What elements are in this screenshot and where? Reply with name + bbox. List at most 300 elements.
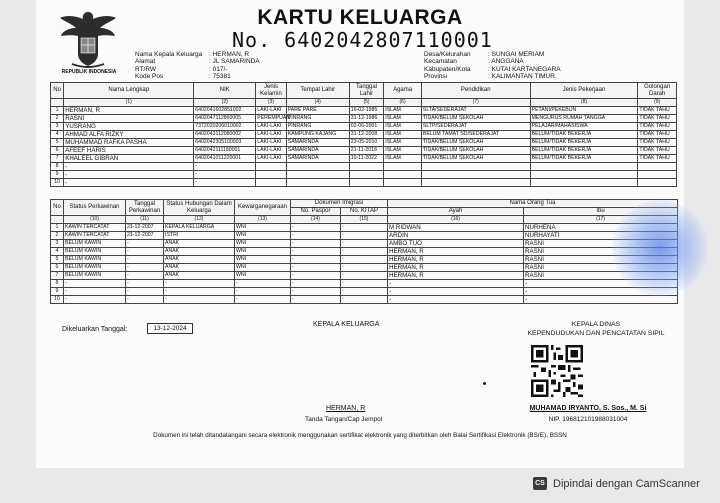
table-cell: - bbox=[341, 271, 388, 279]
table-cell: KAWIN TERCATAT bbox=[64, 223, 126, 231]
table-cell: 3 bbox=[51, 122, 64, 130]
table-row bbox=[51, 247, 678, 255]
table-cell: ANAK bbox=[164, 263, 235, 271]
table-cell: 6 bbox=[51, 263, 64, 271]
table-cell bbox=[638, 162, 677, 170]
table-cell: TIDAK TAHU bbox=[638, 106, 677, 114]
table-cell: - bbox=[341, 247, 388, 255]
table-cell: TIDAK TAHU bbox=[638, 154, 677, 162]
table-cell: - bbox=[164, 295, 235, 303]
table-cell: - bbox=[341, 239, 388, 247]
col-number: (10) bbox=[64, 216, 126, 224]
col-number: (15) bbox=[341, 216, 388, 224]
col-header: Kewarganegaraan bbox=[235, 200, 291, 216]
header-label: Alamat bbox=[135, 58, 156, 66]
col-number bbox=[51, 216, 64, 224]
table-cell: 6402047112860005 bbox=[194, 114, 256, 122]
table-cell: RASNI bbox=[64, 114, 194, 122]
table-row bbox=[51, 106, 677, 114]
table-cell: WNI bbox=[235, 255, 291, 263]
table-cell: - bbox=[291, 231, 341, 239]
table-cell: 1 bbox=[51, 223, 64, 231]
header-row bbox=[135, 73, 260, 80]
col-number: (1) bbox=[64, 99, 194, 107]
table-row bbox=[51, 138, 677, 146]
col-number: (11) bbox=[126, 216, 164, 224]
table-cell: ARDIN bbox=[388, 231, 524, 239]
table-cell: 16-02-1985 bbox=[349, 106, 384, 114]
table-cell: HERMAN, R bbox=[388, 255, 524, 263]
header-value: : JL SAMARINDA bbox=[209, 58, 260, 66]
table-cell: PINRANG bbox=[286, 122, 349, 130]
table-cell: BELUM/TIDAK BEKERJA bbox=[530, 146, 638, 154]
document-title: KARTU KELUARGA bbox=[257, 6, 463, 29]
table-cell: KAMPUNG KAJANG bbox=[286, 130, 349, 138]
table-row bbox=[51, 231, 678, 239]
table-cell: - bbox=[291, 271, 341, 279]
document-number: No. 6402042807110001 bbox=[232, 28, 493, 52]
table-cell: WNI bbox=[235, 271, 291, 279]
table-cell: - bbox=[194, 162, 256, 170]
col-number: (5) bbox=[349, 99, 384, 107]
table-cell: 4 bbox=[51, 247, 64, 255]
table-cell: RASNI bbox=[524, 263, 678, 271]
department-name: KEPENDUDUKAN DAN PENCATATAN SIPIL bbox=[527, 330, 665, 337]
table-cell: - bbox=[524, 287, 678, 295]
table-cell bbox=[421, 162, 530, 170]
table-cell: 10-11-2022 bbox=[349, 154, 384, 162]
table-cell: BELUM/TIDAK BEKERJA bbox=[530, 154, 638, 162]
col-number: (2) bbox=[194, 99, 256, 107]
table-cell: 6402042111180001 bbox=[194, 146, 256, 154]
table-cell: - bbox=[341, 295, 388, 303]
table-cell: RASNI bbox=[524, 255, 678, 263]
table-cell bbox=[384, 170, 422, 178]
table-cell bbox=[349, 178, 384, 186]
table-cell: BELUM/TIDAK BEKERJA bbox=[530, 138, 638, 146]
table-row bbox=[51, 271, 678, 279]
header-row bbox=[424, 58, 561, 65]
table-cell: SAMARINDA bbox=[286, 154, 349, 162]
emblem-caption: REPUBLIK INDONESIA bbox=[61, 69, 117, 75]
table-cell: NURHENA bbox=[524, 223, 678, 231]
table-row bbox=[51, 130, 677, 138]
col-header: NIK bbox=[194, 83, 256, 99]
table-cell: PETANI/PEKEBUN bbox=[530, 106, 638, 114]
table-cell: ISLAM bbox=[384, 138, 422, 146]
table-cell: 7 bbox=[51, 271, 64, 279]
table-cell: 2 bbox=[51, 231, 64, 239]
table-cell: - bbox=[291, 223, 341, 231]
table-header-row bbox=[51, 200, 678, 208]
col-header: No. KITAP bbox=[341, 208, 388, 216]
table-cell: - bbox=[341, 255, 388, 263]
official-nip: NIP. 196812101988031004 bbox=[548, 416, 628, 423]
header-value: : KUTAI KARTANEGARA bbox=[488, 65, 561, 73]
col-header: Golongan Darah bbox=[638, 83, 677, 99]
table-cell bbox=[638, 178, 677, 186]
table-row bbox=[51, 287, 678, 295]
family-members-table bbox=[50, 82, 677, 187]
table-cell: TIDAK TAHU bbox=[638, 122, 677, 130]
header-value: : 75381 bbox=[209, 72, 231, 80]
table-cell: - bbox=[164, 287, 235, 295]
table-cell: ANAK bbox=[164, 239, 235, 247]
touch-indicator bbox=[612, 200, 708, 296]
col-number: (8) bbox=[530, 99, 638, 107]
table-cell: 6402042305100003 bbox=[194, 138, 256, 146]
table-cell: - bbox=[126, 247, 164, 255]
table-cell: PELAJAR/MAHASISWA bbox=[530, 122, 638, 130]
header-label: Kabupaten/Kota bbox=[424, 65, 471, 73]
issued-date-label: Dikeluarkan Tanggal: bbox=[62, 326, 128, 333]
table-row bbox=[51, 114, 677, 122]
table-cell bbox=[384, 178, 422, 186]
table-cell: ISLAM bbox=[384, 146, 422, 154]
table-cell: 6402043112080002 bbox=[194, 130, 256, 138]
table-cell: 8 bbox=[51, 162, 64, 170]
table-cell: - bbox=[524, 279, 678, 287]
qr-code-icon bbox=[531, 345, 583, 397]
table-cell: 3 bbox=[51, 239, 64, 247]
header-row bbox=[424, 66, 561, 73]
table-cell: MUHAMMAD RAFKA PASHA bbox=[64, 138, 194, 146]
department-block bbox=[506, 320, 686, 338]
table-cell: ANAK bbox=[164, 255, 235, 263]
table-cell bbox=[421, 170, 530, 178]
table-cell: LAKI-LAKI bbox=[256, 106, 286, 114]
table-cell: - bbox=[341, 279, 388, 287]
col-header: No. Paspor bbox=[291, 208, 341, 216]
table-row bbox=[51, 295, 678, 303]
table-cell: - bbox=[291, 263, 341, 271]
table-cell: WNI bbox=[235, 239, 291, 247]
table-cell: TIDAK TAHU bbox=[638, 138, 677, 146]
camscanner-text: Dipindai dengan CamScanner bbox=[553, 477, 700, 490]
official-name: MUHAMAD IRYANTO, S. Sos., M. Si bbox=[529, 405, 647, 412]
table-cell: M RIDWAN bbox=[388, 223, 524, 231]
header-value: : ANGGANA bbox=[488, 58, 524, 66]
col-header: Status Hubungan Dalam Keluarga bbox=[164, 200, 235, 216]
table-cell: - bbox=[126, 239, 164, 247]
table-cell: 6402041602851002 bbox=[194, 106, 256, 114]
col-number: (4) bbox=[286, 99, 349, 107]
table-cell: - bbox=[291, 239, 341, 247]
table-cell: 8 bbox=[51, 279, 64, 287]
table-cell: TIDAK TAHU bbox=[638, 130, 677, 138]
table-cell: - bbox=[388, 295, 524, 303]
table-cell bbox=[530, 162, 638, 170]
table-cell: ISLAM bbox=[384, 106, 422, 114]
table-cell: - bbox=[291, 279, 341, 287]
table-cell bbox=[256, 170, 286, 178]
header-label: Kecamatan bbox=[424, 58, 457, 66]
header-row bbox=[135, 58, 260, 65]
col-number: (16) bbox=[388, 216, 524, 224]
table-cell: TIDAK/BELUM SEKOLAH bbox=[421, 154, 530, 162]
table-cell: SLTP/SEDERAJAT bbox=[421, 122, 530, 130]
table-cell: - bbox=[388, 287, 524, 295]
table-cell bbox=[349, 162, 384, 170]
table-row bbox=[51, 178, 677, 186]
header-value: : HERMAN, R bbox=[209, 51, 250, 58]
table-cell: - bbox=[341, 231, 388, 239]
table-cell bbox=[384, 162, 422, 170]
table-cell: YUSRANG bbox=[64, 122, 194, 130]
table-cell: - bbox=[235, 295, 291, 303]
table-cell: BELUM KAWIN bbox=[64, 271, 126, 279]
table-cell: SLTA/SEDERAJAT bbox=[421, 106, 530, 114]
table-cell: 9 bbox=[51, 170, 64, 178]
family-card-scan bbox=[36, 0, 684, 468]
table-cell: SAMARINDA bbox=[286, 146, 349, 154]
column-number-row bbox=[51, 216, 678, 224]
header-label: Kode Pos bbox=[135, 72, 164, 80]
table-cell: BELUM KAWIN bbox=[64, 239, 126, 247]
header-value: : SUNGAI MERIAM bbox=[488, 51, 545, 58]
table-cell: HERMAN, R bbox=[388, 271, 524, 279]
issued-date-value: 13-12-2024 bbox=[147, 323, 193, 334]
camscanner-watermark bbox=[533, 477, 700, 490]
table-cell bbox=[349, 170, 384, 178]
table-cell: - bbox=[126, 287, 164, 295]
table-cell: 6402041011220001 bbox=[194, 154, 256, 162]
table-cell: 31-12-2008 bbox=[349, 130, 384, 138]
table-cell: TIDAK TAHU bbox=[638, 114, 677, 122]
table-cell: - bbox=[126, 255, 164, 263]
table-cell: - bbox=[291, 287, 341, 295]
table-cell: 7 bbox=[51, 154, 64, 162]
col-header: Nama Orang Tua bbox=[388, 200, 678, 208]
table-cell: - bbox=[235, 279, 291, 287]
table-cell: 5 bbox=[51, 255, 64, 263]
table-row bbox=[51, 122, 677, 130]
table-cell: - bbox=[194, 170, 256, 178]
col-header: Tanggal Perkawinan bbox=[126, 200, 164, 216]
table-cell: RASNI bbox=[524, 271, 678, 279]
col-header: Jenis Kelamin bbox=[256, 83, 286, 99]
table-cell: LAKI-LAKI bbox=[256, 122, 286, 130]
header-row bbox=[135, 51, 260, 58]
table-cell: 10 bbox=[51, 295, 64, 303]
col-header: Agama bbox=[384, 83, 422, 99]
col-number: (17) bbox=[524, 216, 678, 224]
table-cell: ISLAM bbox=[384, 114, 422, 122]
table-cell: 23-05-2010 bbox=[349, 138, 384, 146]
table-cell: 10 bbox=[51, 178, 64, 186]
table-cell: HERMAN, R bbox=[388, 263, 524, 271]
table-cell: 21-12-2007 bbox=[126, 223, 164, 231]
table-row bbox=[51, 223, 678, 231]
table-cell: 4 bbox=[51, 130, 64, 138]
table-cell: NURHAYATI bbox=[524, 231, 678, 239]
col-number: (6) bbox=[384, 99, 422, 107]
table-cell: ISLAM bbox=[384, 130, 422, 138]
header-row bbox=[424, 51, 561, 58]
table-cell: WNI bbox=[235, 223, 291, 231]
table-cell: AHMAD ALFA RIZKY bbox=[64, 130, 194, 138]
table-cell: BELUM KAWIN bbox=[64, 255, 126, 263]
table-cell: - bbox=[341, 223, 388, 231]
table-cell: ISTRI bbox=[164, 231, 235, 239]
table-row bbox=[51, 255, 678, 263]
header-value: : 017/- bbox=[209, 65, 228, 73]
table-cell: HERMAN, R bbox=[64, 106, 194, 114]
col-number: (7) bbox=[421, 99, 530, 107]
table-cell: WNI bbox=[235, 231, 291, 239]
table-cell: 21-11-2018 bbox=[349, 146, 384, 154]
header-left bbox=[135, 51, 260, 80]
table-cell: PEREMPUAN bbox=[257, 114, 291, 121]
table-cell: - bbox=[194, 178, 256, 186]
table-cell: WNI bbox=[235, 263, 291, 271]
table-cell: TIDAK/BELUM SEKOLAH bbox=[421, 114, 530, 122]
col-number: (12) bbox=[164, 216, 235, 224]
col-number: (3) bbox=[256, 99, 286, 107]
table-cell: RASNI bbox=[524, 247, 678, 255]
table-cell: - bbox=[341, 287, 388, 295]
table-cell: LAKI-LAKI bbox=[256, 138, 286, 146]
header-right bbox=[424, 51, 561, 80]
table-cell: - bbox=[64, 178, 194, 186]
table-cell: - bbox=[126, 295, 164, 303]
table-cell: BELUM KAWIN bbox=[64, 247, 126, 255]
table-cell: 7372020206010002 bbox=[194, 122, 256, 130]
col-header: Status Perkawinan bbox=[64, 200, 126, 216]
table-cell: BELUM/TIDAK BEKERJA bbox=[530, 130, 638, 138]
table-cell: - bbox=[291, 295, 341, 303]
col-header: Jenis Pekerjaan bbox=[530, 83, 638, 99]
table-cell: - bbox=[64, 162, 194, 170]
table-row bbox=[51, 154, 677, 162]
table-cell bbox=[256, 178, 286, 186]
table-cell: TIDAK/BELUM SEKOLAH bbox=[421, 146, 530, 154]
table-cell bbox=[638, 170, 677, 178]
table-cell: 6 bbox=[51, 146, 64, 154]
department-title: KEPALA DINAS bbox=[571, 321, 621, 328]
table-cell: TIDAK/BELUM SEKOLAH bbox=[421, 138, 530, 146]
table-cell: RASNI bbox=[524, 239, 678, 247]
table-cell: KHALEEL GIBRAN bbox=[64, 154, 194, 162]
table-cell: - bbox=[126, 263, 164, 271]
col-header: Ayah bbox=[388, 208, 524, 216]
header-label: Provinsi bbox=[424, 72, 448, 80]
table-cell: - bbox=[235, 287, 291, 295]
table-cell bbox=[530, 178, 638, 186]
table-row bbox=[51, 170, 677, 178]
table-cell: AFEEF HARIS bbox=[64, 146, 194, 154]
table-cell: PARE PARE bbox=[286, 106, 349, 114]
table-cell bbox=[286, 170, 349, 178]
col-header: Tanggal Lahir bbox=[349, 83, 384, 99]
table-cell: PINRANG bbox=[286, 114, 349, 122]
table-cell: 21-12-2007 bbox=[126, 231, 164, 239]
table-cell: 1 bbox=[51, 106, 64, 114]
table-cell: LAKI-LAKI bbox=[256, 154, 286, 162]
column-number-row bbox=[51, 99, 677, 107]
table-cell: 5 bbox=[51, 138, 64, 146]
electronic-signature-note: Dokumen ini telah ditandatangani secara elektronik menggunakan sertifikat elektronik yang diterbitkan oleh Balai Sertifikasi Elektronik (BSrE), BSSN bbox=[153, 432, 567, 439]
table-row bbox=[51, 162, 677, 170]
col-header: No bbox=[51, 200, 64, 216]
col-header: No bbox=[51, 83, 64, 99]
table-cell: - bbox=[164, 279, 235, 287]
table-cell: ANAK bbox=[164, 271, 235, 279]
table-row bbox=[51, 146, 677, 154]
table-cell bbox=[286, 178, 349, 186]
table-cell: - bbox=[64, 170, 194, 178]
table-cell: - bbox=[64, 287, 126, 295]
header-row bbox=[424, 73, 561, 80]
table-cell: 9 bbox=[51, 287, 64, 295]
table-cell: AMBO TUO bbox=[388, 239, 524, 247]
table-row bbox=[51, 263, 678, 271]
table-cell bbox=[530, 170, 638, 178]
col-header: Ibu bbox=[524, 208, 678, 216]
table-cell: - bbox=[64, 279, 126, 287]
table-cell: HERMAN, R bbox=[388, 247, 524, 255]
table-cell: BELUM KAWIN bbox=[64, 263, 126, 271]
table-cell: 02-06-2001 bbox=[349, 122, 384, 130]
table-cell: WNI bbox=[235, 247, 291, 255]
header-label: Nama Kepala Keluarga bbox=[135, 51, 203, 58]
col-header: Pendidikan bbox=[421, 83, 530, 99]
table-header-row bbox=[51, 83, 677, 99]
table-cell: ANAK bbox=[164, 247, 235, 255]
table-cell: KEPALA KELUARGA bbox=[164, 223, 235, 231]
table-cell: TIDAK TAHU bbox=[638, 146, 677, 154]
table-cell: - bbox=[524, 295, 678, 303]
col-number: (14) bbox=[291, 216, 341, 224]
table-cell: - bbox=[64, 295, 126, 303]
table-cell bbox=[286, 162, 349, 170]
table-cell: 2 bbox=[51, 114, 64, 122]
table-cell bbox=[256, 162, 286, 170]
table-cell: - bbox=[126, 271, 164, 279]
table-cell: ISLAM bbox=[384, 122, 422, 130]
col-header: Nama Lengkap bbox=[64, 83, 194, 99]
col-header: Tempat Lahir bbox=[286, 83, 349, 99]
header-label: Desa/Kelurahan bbox=[424, 51, 471, 58]
table-cell: LAKI-LAKI bbox=[256, 130, 286, 138]
table-cell: - bbox=[341, 263, 388, 271]
table-cell: 31-12-1986 bbox=[349, 114, 384, 122]
table-cell bbox=[421, 178, 530, 186]
table-cell: KAWIN TERCATAT bbox=[64, 231, 126, 239]
col-number: (13) bbox=[235, 216, 291, 224]
signature-caption: Tanda Tangan/Cap Jempol bbox=[305, 416, 383, 423]
table-row bbox=[51, 279, 678, 287]
camscanner-logo-icon: CS bbox=[533, 477, 547, 490]
table-cell: LAKI-LAKI bbox=[256, 146, 286, 154]
table-cell: - bbox=[126, 279, 164, 287]
table-cell: - bbox=[291, 247, 341, 255]
header-label: RT/RW bbox=[135, 65, 157, 73]
table-cell: ISLAM bbox=[384, 154, 422, 162]
table-cell: - bbox=[291, 255, 341, 263]
header-row bbox=[135, 66, 260, 73]
table-cell: BELUM TAMAT SD/SEDERAJAT bbox=[421, 130, 530, 138]
family-head-name: HERMAN, R bbox=[326, 405, 366, 412]
family-head-title: KEPALA KELUARGA bbox=[313, 321, 380, 328]
col-header: Dokumen Imigrasi bbox=[291, 200, 388, 208]
family-status-table bbox=[50, 199, 678, 304]
table-cell: - bbox=[388, 279, 524, 287]
stray-dot bbox=[483, 382, 486, 385]
header-value: : KALIMANTAN TIMUR bbox=[488, 72, 555, 80]
col-number: (9) bbox=[638, 99, 677, 107]
col-number bbox=[51, 99, 64, 107]
